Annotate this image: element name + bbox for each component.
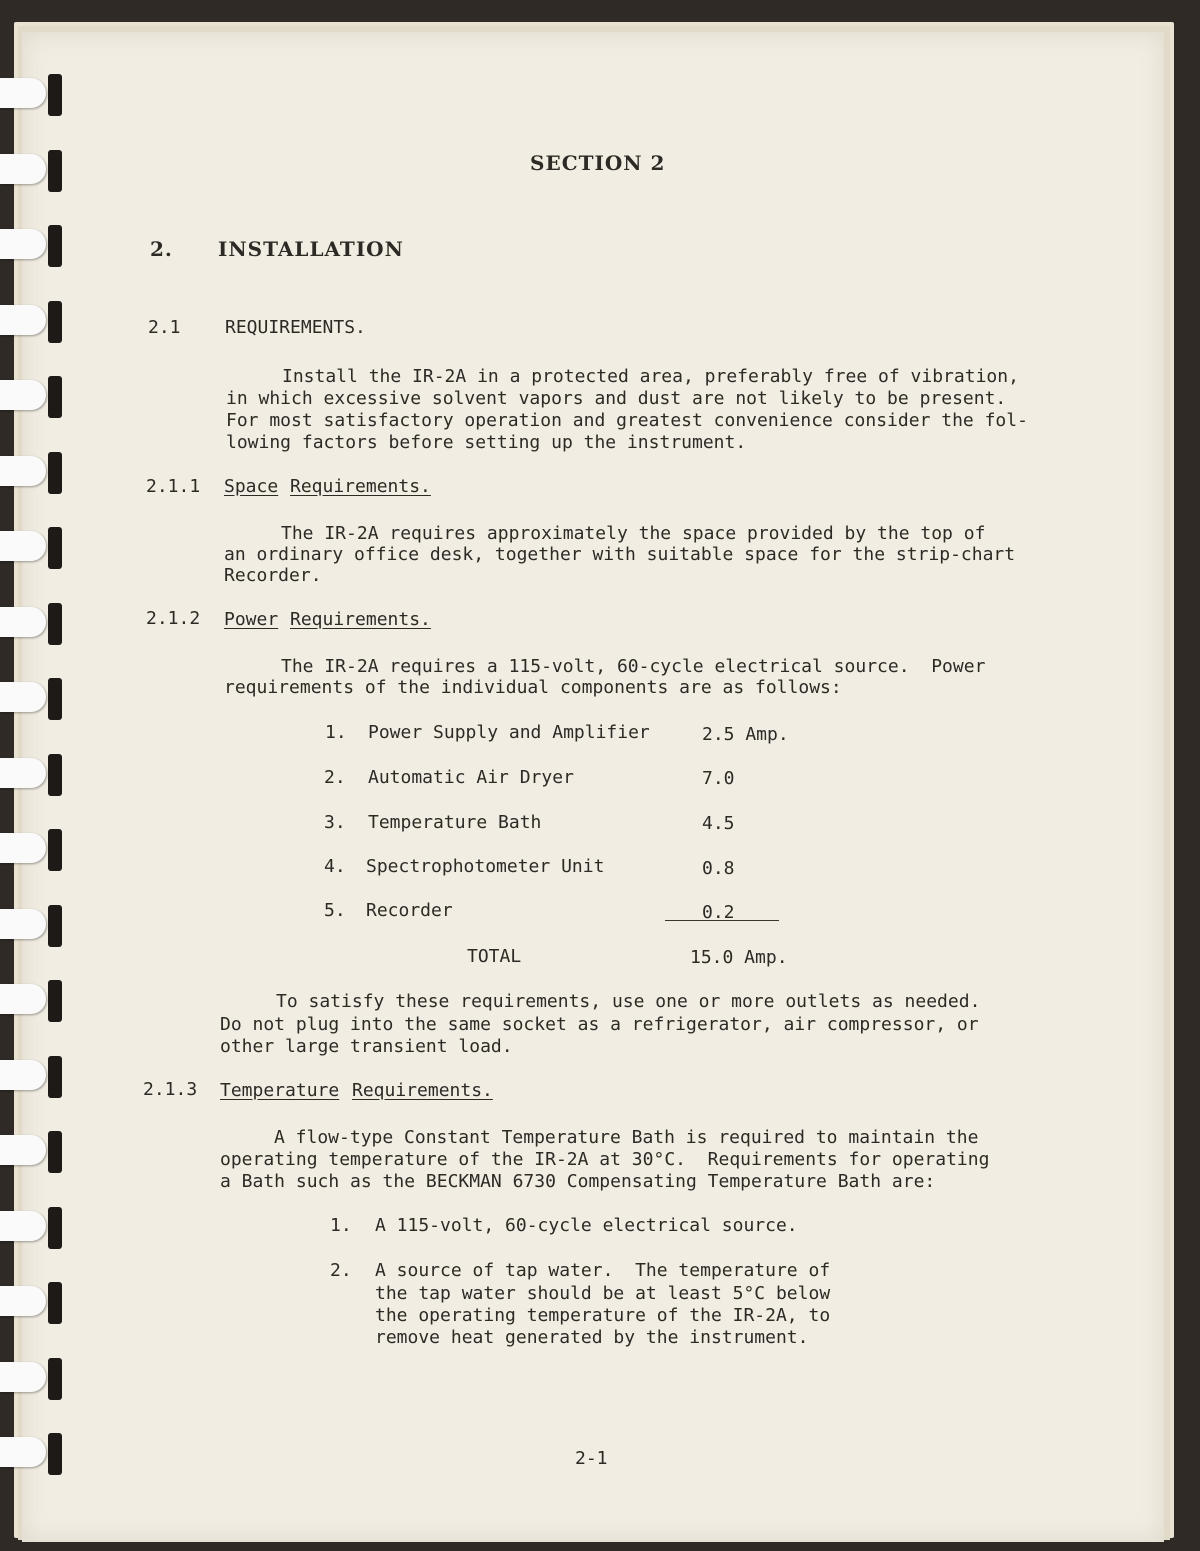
list-number: 2. — [330, 1260, 352, 1281]
paragraph-line: Recorder. — [224, 565, 322, 586]
list-number: 4. — [324, 856, 346, 877]
binding-ring-loop — [0, 456, 46, 486]
list-number: 2. — [324, 767, 346, 788]
binding-ring — [0, 980, 62, 1024]
list-item-text: the tap water should be at least 5°C below — [375, 1283, 831, 1304]
binding-ring-loop — [0, 833, 46, 863]
list-item-value: 0.8 — [702, 858, 735, 879]
subsection-title-word: Power — [224, 609, 279, 630]
binding-ring-loop — [0, 154, 46, 184]
binding-hole — [48, 603, 62, 645]
subsection-number: 2.1.2 — [146, 608, 201, 629]
paragraph-line: a Bath such as the BECKMAN 6730 Compensating Temperature Bath are: — [220, 1171, 936, 1192]
binding-ring-loop — [0, 607, 46, 637]
binding-ring — [0, 301, 62, 345]
binding-hole — [48, 527, 62, 569]
binding-ring-loop — [0, 1286, 46, 1316]
binding-hole — [48, 1282, 62, 1324]
binding-ring — [0, 754, 62, 798]
list-item-value: 4.5 — [702, 813, 735, 834]
page-number: 2-1 — [575, 1448, 608, 1469]
binding-ring-loop — [0, 1362, 46, 1392]
binding-ring-loop — [0, 1135, 46, 1165]
binding-ring-loop — [0, 909, 46, 939]
binding-ring — [0, 1207, 62, 1251]
binding-ring-loop — [0, 758, 46, 788]
paragraph-line: A flow-type Constant Temperature Bath is required to maintain the — [274, 1127, 979, 1148]
paragraph-line: To satisfy these requirements, use one or more outlets as needed. — [276, 991, 981, 1012]
paragraph-line: lowing factors before setting up the instrument. — [226, 432, 747, 453]
list-item-name: Power Supply and Amplifier — [368, 722, 650, 743]
paragraph-line: other large transient load. — [220, 1036, 513, 1057]
section-number: 2.1 — [148, 317, 181, 338]
binding-hole — [48, 452, 62, 494]
binding-ring — [0, 678, 62, 722]
binding-ring — [0, 150, 62, 194]
list-item-name: Temperature Bath — [368, 812, 542, 833]
paragraph-line: Install the IR-2A in a protected area, preferably free of vibration, — [282, 366, 1019, 387]
binding-hole — [48, 678, 62, 720]
binding-ring — [0, 1358, 62, 1402]
paragraph-line: requirements of the individual components are as follows: — [224, 677, 842, 698]
binding-ring — [0, 452, 62, 496]
binding-ring-loop — [0, 1060, 46, 1090]
paragraph-line: operating temperature of the IR-2A at 30°C. Requirements for operating — [220, 1149, 990, 1170]
list-number: 5. — [324, 900, 346, 921]
binding-hole — [48, 1433, 62, 1475]
total-label: TOTAL — [467, 946, 522, 967]
subsection-title-word: Requirements. — [290, 476, 431, 497]
binding-hole — [48, 1056, 62, 1098]
paragraph-line: For most satisfactory operation and greatest convenience consider the fol- — [226, 410, 1028, 431]
subsection-number: 2.1.3 — [143, 1079, 198, 1100]
binding-ring-loop — [0, 380, 46, 410]
binding-ring — [0, 905, 62, 949]
list-number: 1. — [325, 722, 347, 743]
total-rule — [665, 920, 779, 921]
binding-ring-loop — [0, 78, 46, 108]
binding-ring — [0, 527, 62, 571]
paragraph-line: Do not plug into the same socket as a refrigerator, air compressor, or — [220, 1014, 979, 1035]
list-item-name: Spectrophotometer Unit — [366, 856, 605, 877]
binding-hole — [48, 1358, 62, 1400]
binding-ring — [0, 1282, 62, 1326]
list-item-value: 0.2 — [702, 902, 735, 923]
section-title: SECTION 2 — [530, 151, 666, 175]
binding-ring — [0, 603, 62, 647]
binding-ring — [0, 1056, 62, 1100]
paragraph-line: The IR-2A requires approximately the space provided by the top of — [281, 523, 986, 544]
binding-ring-loop — [0, 229, 46, 259]
chapter-title: INSTALLATION — [218, 237, 404, 261]
list-item-value: 2.5 Amp. — [702, 724, 789, 745]
binding-hole — [48, 980, 62, 1022]
binding-hole — [48, 1207, 62, 1249]
subsection-title-word: Space — [224, 476, 279, 497]
chapter-number: 2. — [150, 237, 173, 261]
list-number: 3. — [324, 812, 346, 833]
binding-hole — [48, 829, 62, 871]
binding-hole — [48, 301, 62, 343]
list-item-text: A source of tap water. The temperature of — [375, 1260, 831, 1281]
subsection-title-word: Requirements. — [290, 609, 431, 630]
binding-ring-loop — [0, 305, 46, 335]
binding-ring — [0, 74, 62, 118]
subsection-title-word: Temperature — [220, 1080, 340, 1101]
binding-hole — [48, 74, 62, 116]
binding-ring-loop — [0, 682, 46, 712]
binding-hole — [48, 376, 62, 418]
binding-ring — [0, 376, 62, 420]
list-item-name: Automatic Air Dryer — [368, 767, 574, 788]
paragraph-line: in which excessive solvent vapors and dust are not likely to be present. — [226, 388, 1007, 409]
list-item-value: 7.0 — [702, 768, 735, 789]
spiral-binding — [0, 0, 70, 1551]
paragraph-line: an ordinary office desk, together with suitable space for the strip-chart — [224, 544, 1016, 565]
binding-hole — [48, 225, 62, 267]
binding-ring-loop — [0, 984, 46, 1014]
subsection-title-word: Requirements. — [352, 1080, 493, 1101]
paragraph-line: The IR-2A requires a 115-volt, 60-cycle electrical source. Power — [281, 656, 986, 677]
binding-hole — [48, 150, 62, 192]
total-value: 15.0 Amp. — [690, 947, 788, 968]
binding-ring-loop — [0, 1211, 46, 1241]
list-number: 1. — [330, 1215, 352, 1236]
list-item-name: Recorder — [366, 900, 453, 921]
subsection-number: 2.1.1 — [146, 476, 201, 497]
binding-ring — [0, 1433, 62, 1477]
list-item-text: the operating temperature of the IR-2A, to — [375, 1305, 831, 1326]
binding-hole — [48, 754, 62, 796]
binding-ring — [0, 225, 62, 269]
binding-ring — [0, 829, 62, 873]
binding-ring — [0, 1131, 62, 1175]
binding-hole — [48, 1131, 62, 1173]
binding-ring-loop — [0, 1437, 46, 1467]
binding-hole — [48, 905, 62, 947]
binding-ring-loop — [0, 531, 46, 561]
list-item-text: A 115-volt, 60-cycle electrical source. — [375, 1215, 798, 1236]
section-title-requirements: REQUIREMENTS. — [225, 317, 366, 338]
list-item-text: remove heat generated by the instrument. — [375, 1327, 809, 1348]
